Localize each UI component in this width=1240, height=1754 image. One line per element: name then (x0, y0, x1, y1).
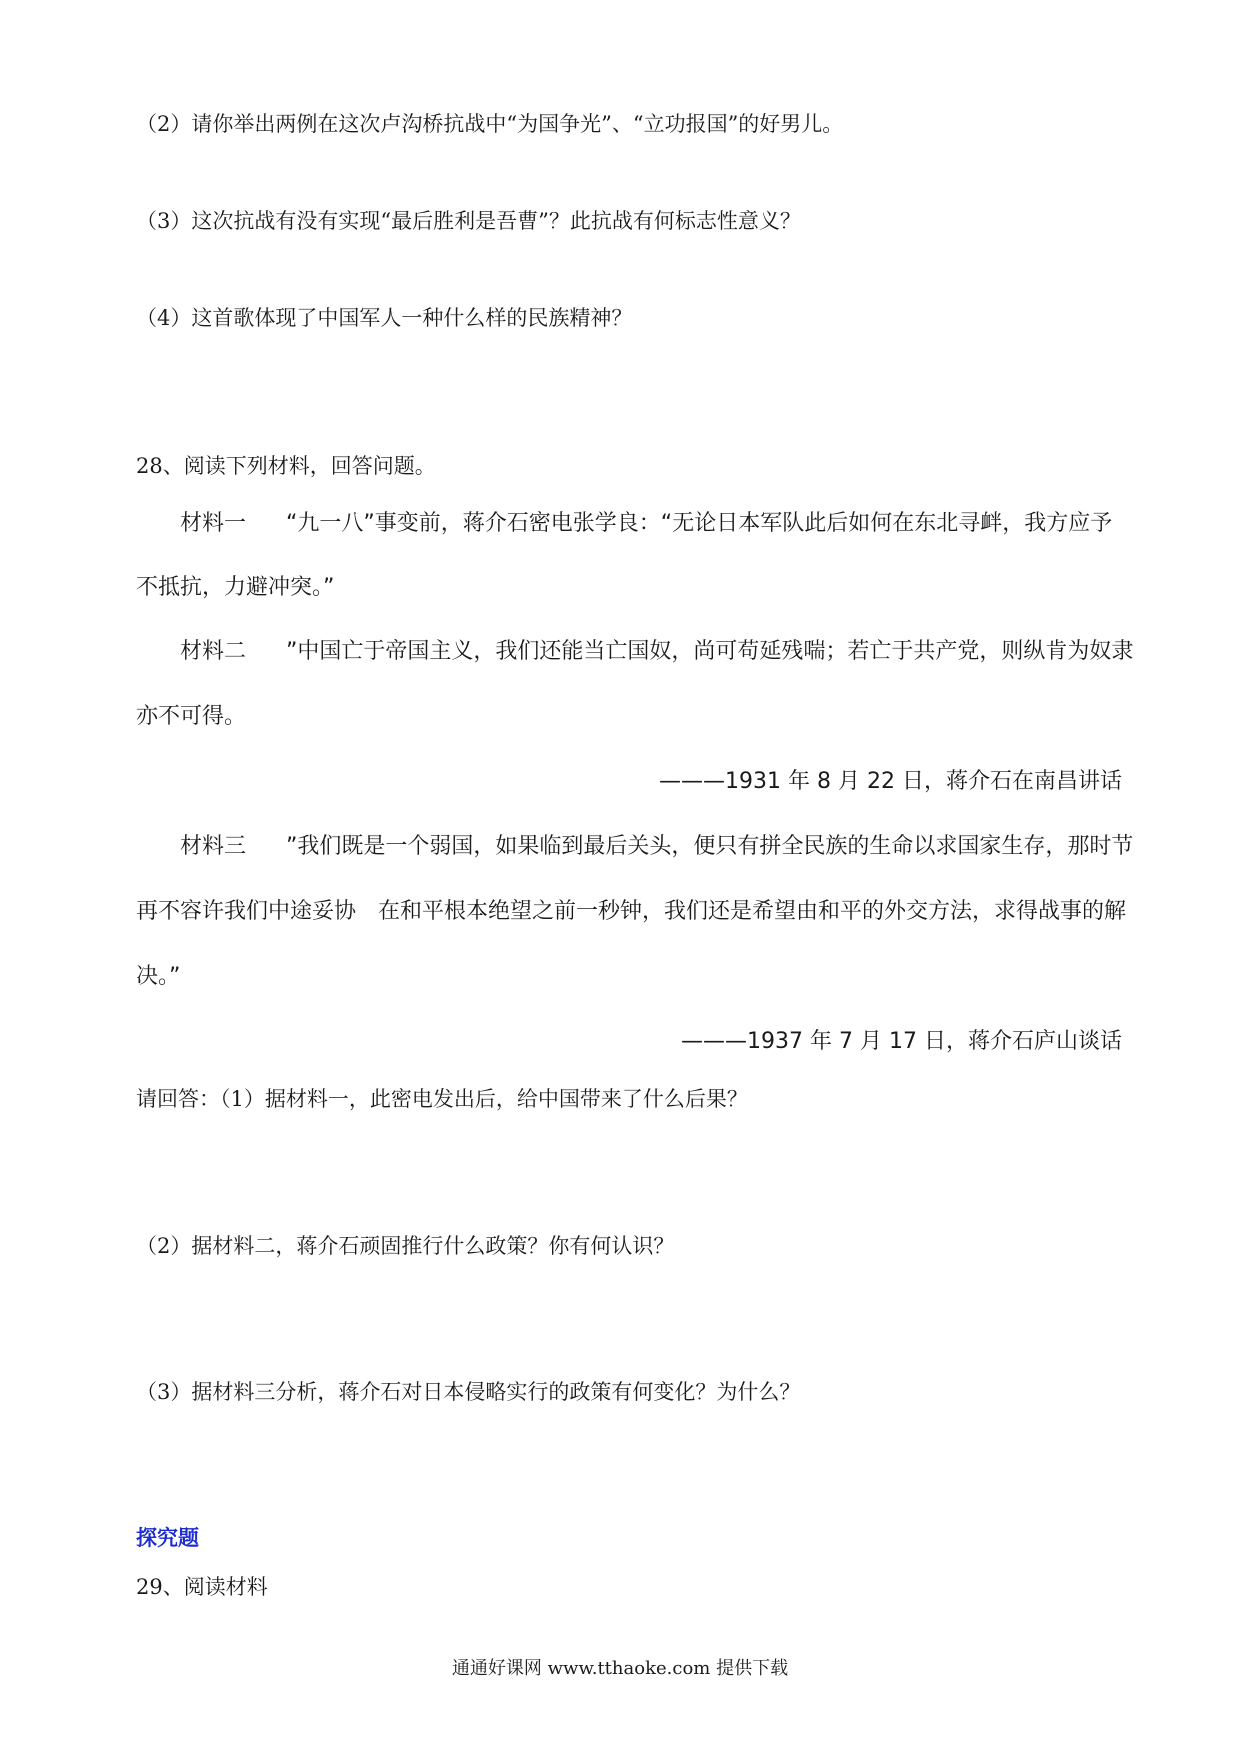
material-3-source: ———1937 年 7 月 17 日，蒋介石庐山谈话 (681, 1029, 1122, 1054)
material-3-text-b: 在和平根本绝望之前一秒钟，我们还是希望由和平的外交方法，求得战事的解 (378, 899, 1127, 924)
question-28-sub-1: 请回答：（1）据材料一，此密电发出后，给中国带来了什么后果？ (136, 1087, 748, 1111)
material-2-line-1 (180, 638, 1133, 666)
footer-source: 通通好课网 www.tthaoke.com 提供下载 (451, 1658, 789, 1679)
section-heading-inquiry: 探究题 (136, 1526, 199, 1550)
material-3-line-2 (136, 898, 1126, 926)
material-1-line-1 (180, 510, 1112, 538)
question-28-sub-2: （2）据材料二，蒋介石顽固推行什么政策？你有何认识？ (136, 1234, 675, 1258)
material-3-text-a: 再不容许我们中途妥协 (136, 899, 357, 924)
material-2-line-2: 亦不可得。 (136, 704, 247, 729)
question-27-sub-2: （2）请你举出两例在这次卢沟桥抗战中“为国争光”、“立功报国”的好男儿。 (136, 112, 844, 136)
material-2-source: ———1931 年 8 月 22 日，蒋介石在南昌讲话 (659, 769, 1122, 794)
material-3-line-3: 决。” (136, 964, 181, 989)
material-1-text: “九一八”事变前，蒋介石密电张学良：“无论日本军队此后如何在东北寻衅，我方应予 (286, 511, 1113, 536)
material-3-label: 材料三 (180, 834, 247, 859)
material-3-line-1 (180, 833, 1133, 861)
question-28-sub-3: （3）据材料三分析，蒋介石对日本侵略实行的政策有何变化？为什么？ (136, 1380, 801, 1404)
question-27-sub-4: （4）这首歌体现了中国军人一种什么样的民族精神？ (136, 306, 633, 330)
material-2-text: ”中国亡于帝国主义，我们还能当亡国奴，尚可苟延残喘；若亡于共产党，则纵肯为奴隶 (286, 639, 1134, 664)
question-27-sub-3: （3）这次抗战有没有实现“最后胜利是吾曹”？此抗战有何标志性意义？ (136, 209, 801, 233)
question-29-title: 29、阅读材料 (136, 1575, 268, 1599)
material-3-text: ”我们既是一个弱国，如果临到最后关头，便只有拼全民族的生命以求国家生存，那时节 (286, 834, 1134, 859)
material-1-line-2: 不抵抗，力避冲突。” (136, 575, 335, 600)
question-28-title: 28、阅读下列材料，回答问题。 (136, 454, 436, 478)
material-2-label: 材料二 (180, 639, 247, 664)
material-1-label: 材料一 (180, 511, 247, 536)
